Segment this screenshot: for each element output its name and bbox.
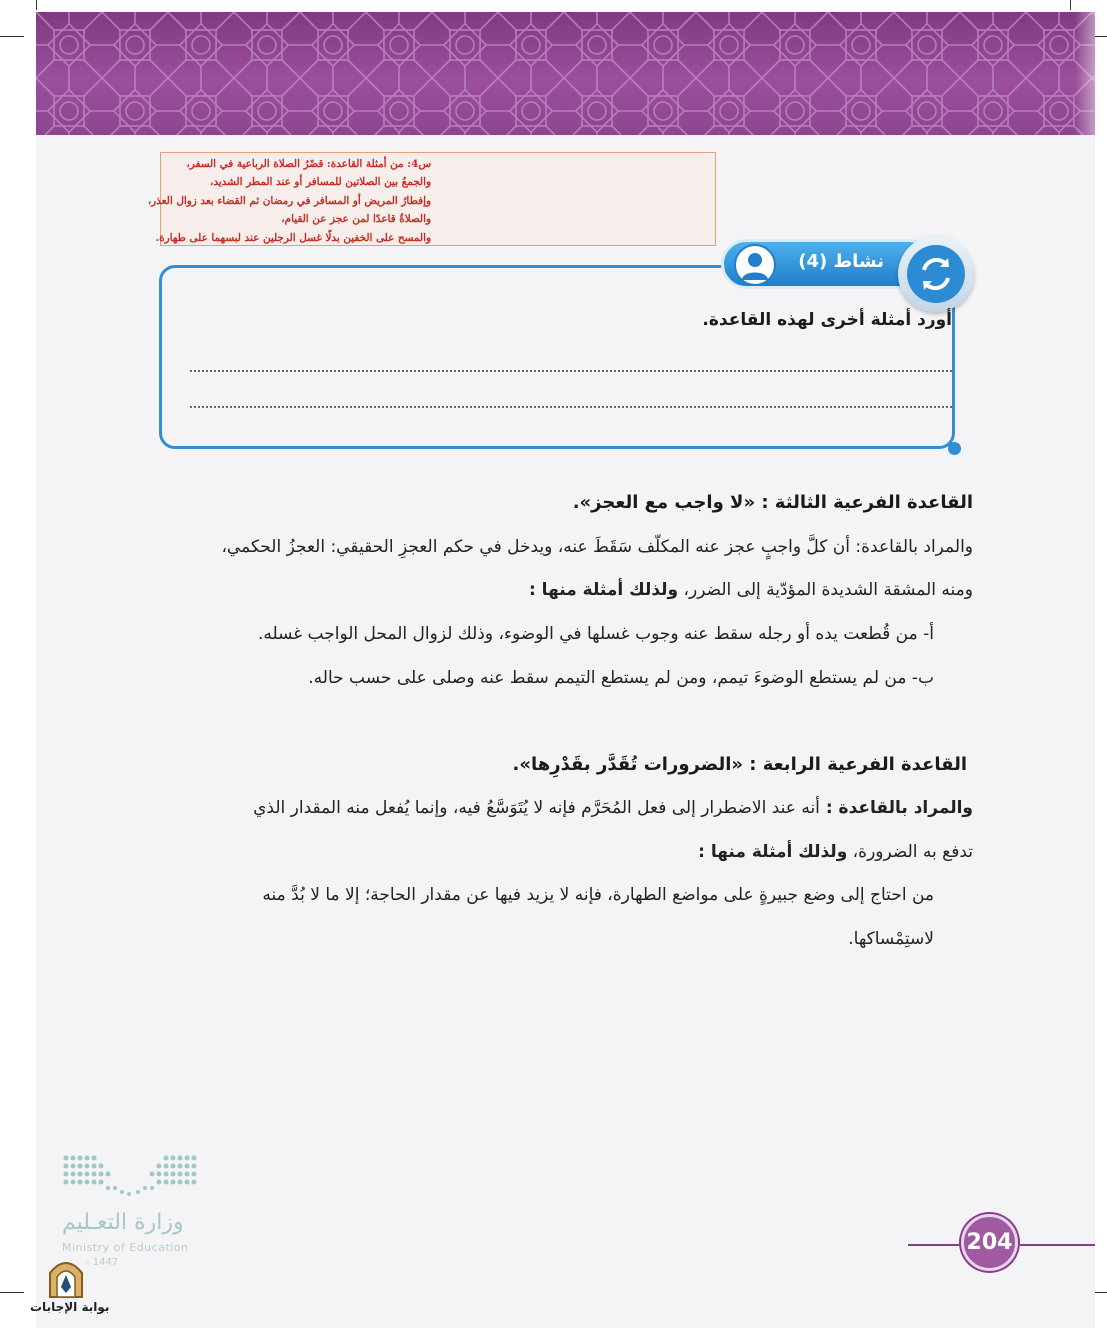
person-icon [734, 244, 776, 286]
rule4-example-cont: لاستِمْساكها. [848, 929, 934, 949]
page-number-rule [1020, 1244, 1095, 1246]
rule3-definition: والمراد بالقاعدة: أن كلَّ واجبٍ عجز عنه المكلّف سَقَطَ عنه، ويدخل في حكم العجزِ الحقيقي: العجزُ الحكمي، [221, 537, 973, 557]
rule4-example: من احتاج إلى وضع جبيرةٍ على مواضع الطهارة، فإنه لا يزيد فيها عن مقدار الحاجة؛ إلا ما لا بُدَّ منه [262, 885, 934, 905]
moe-logo [62, 1154, 198, 1200]
frame-dot [948, 442, 961, 455]
gateway-label: بوابة الإجابات [30, 1300, 110, 1314]
rule3-example-b: ب- من لم يستطع الوضوءَ تيمم، ومن لم يستطع التيمم سقط عنه وصلى على حسب حاله. [308, 668, 934, 688]
answer-box [147, 152, 716, 246]
rule3-definition-cont [529, 580, 973, 600]
answer-line: والجمعُ بين الصلاتين للمسافر أو عند المطر الشديد، [209, 176, 431, 189]
islamic-pattern-icon [36, 12, 1095, 135]
crop-mark [36, 0, 37, 10]
rule3-heading: القاعدة الفرعية الثالثة : «لا واجب مع العجز». [572, 492, 973, 513]
rule4-text: أنه عند الاضطرار إلى فعل المُحَرَّم فإنه لا يُتَوَسَّعُ فيه، وإنما يُفعل منه المقدار الذي [253, 798, 820, 818]
answer-line-blank[interactable] [190, 370, 952, 372]
page-number: 204 [961, 1214, 1018, 1271]
rule4-heading: القاعدة الفرعية الرابعة : «الضرورات تُقَدَّر بقَدْرِها». [512, 754, 967, 775]
answer-line: س4: من أمثلة القاعدة: قصْرُ الصلاة الرباعية في السفر، [186, 158, 431, 170]
page-number-rule [908, 1244, 960, 1246]
ministry-name-ar: وزارة التعـليم [62, 1210, 184, 1235]
rule4-definition [253, 798, 973, 818]
sync-icon [898, 236, 974, 312]
ministry-year: - 1447 [86, 1257, 119, 1268]
crop-mark [1070, 0, 1071, 10]
gateway-logo [46, 1255, 86, 1299]
ministry-name-en: Ministry of Education [62, 1241, 189, 1254]
banner-edge [1075, 12, 1095, 135]
crop-mark [0, 36, 24, 37]
rule3-text: ومنه المشقة الشديدة المؤدّية إلى الضرر، [678, 580, 973, 600]
pattern-banner [36, 12, 1095, 135]
rule4-examples-lead: ولذلك أمثلة منها : [698, 842, 848, 862]
answer-line: والصلاةُ قاعدًا لمن عجز عن القيام، [281, 213, 431, 226]
rule4-text-cont: تدفع به الضرورة، [847, 842, 973, 862]
answer-line: والمسح على الخفين بدلًا غسل الرجلين عند لبسهما على طهارة. [155, 231, 431, 244]
answer-line-blank[interactable] [190, 406, 952, 408]
activity-prompt: أورد أمثلة أخرى لهذه القاعدة. [702, 310, 952, 330]
rule3-examples-lead: ولذلك أمثلة منها : [528, 580, 679, 600]
rule4-definition-label: والمراد بالقاعدة : [819, 798, 973, 818]
crop-mark [0, 1292, 24, 1293]
activity-frame [159, 265, 955, 449]
rule3-example-a: أ- من قُطعت يده أو رجله سقط عنه وجوب غسلها في الوضوء، وذلك لزوال المحل الواجب غسله. [257, 624, 934, 644]
rule4-definition-cont [698, 842, 973, 862]
answer-line: وإفطارُ المريض أو المسافر في رمضان ثم القضاء بعد زوال العذر، [147, 194, 431, 207]
activity-label: نشاط (4) [798, 251, 884, 272]
